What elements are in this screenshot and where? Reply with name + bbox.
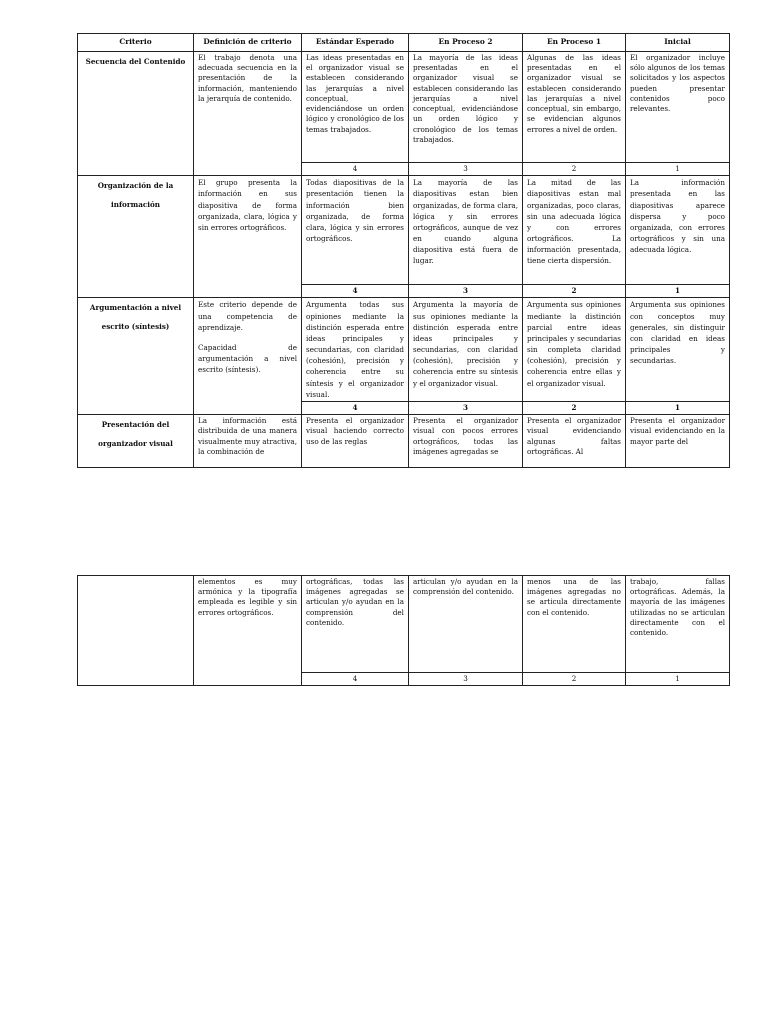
header-definicion: Definición de criterio	[194, 34, 302, 52]
level-estandar-text: Argumenta todas sus opiniones mediante la distinción esperada entre ideas principales y secundarias, con claridad (cohesión), precisión y coherencia entre su síntesis y el organizador visual.	[302, 298, 409, 401]
level-proceso2-text: La mayoría de las diapositivas estan bien organizadas, de forma clara, lógica y sin errores ortográficos, aunque de vez en cuando alguna diapositiva está fuera de lugar.	[409, 176, 523, 285]
criterion-definition: La información está distribuida de una manera visualmente muy atractiva, la combinación de	[194, 415, 302, 468]
score-inicial: 1	[626, 285, 730, 298]
criterion-name: Secuencia del Contenido	[78, 52, 194, 176]
rubric-row	[78, 576, 730, 673]
score-proceso1: 2	[523, 401, 626, 414]
level-proceso2-text: Argumenta la mayoría de sus opiniones mediante la distinción esperada entre ideas principales y secundarias, con claridad (cohesión), precisión y coherencia entre su síntesis y el organizador visual.	[409, 298, 523, 401]
criterion-definition-part-1: Este criterio depende de una competencia de aprendizaje.	[198, 300, 297, 332]
score-proceso1: 2	[523, 673, 626, 686]
score-estandar: 4	[302, 673, 409, 686]
level-inicial-text: La información presentada en las diapositivas aparece dispersa y poco organizada, con errores ortográficos y sin una adecuada lógica.	[626, 176, 730, 285]
level-inicial-text: trabajo, fallas ortográficas. Además, la mayoría de las imágenes utilizadas no se articulan directamente con el contenido.	[626, 576, 730, 673]
level-inicial-text: El organizador incluye sólo algunos de los temas solicitados y los aspectos pueden presentar contenidos poco relevantes.	[626, 52, 730, 163]
criterion-definition	[194, 298, 302, 415]
criterion-definition: El grupo presenta la información en sus diapositiva de forma organizada, clara, lógica y sin errores ortográficos.	[194, 176, 302, 298]
level-estandar-text: Presenta el organizador visual haciendo correcto uso de las reglas	[302, 415, 409, 468]
score-inicial: 1	[626, 163, 730, 176]
criterion-name: Presentación del organizador visual	[78, 415, 194, 468]
rubric-table	[77, 33, 730, 468]
level-inicial-text: Argumenta sus opiniones con conceptos muy generales, sin distinguir con claridad en ideas principales y secundarias.	[626, 298, 730, 401]
criterion-name	[78, 576, 194, 686]
score-inicial: 1	[626, 673, 730, 686]
rubric-row	[78, 176, 730, 285]
header-row	[78, 34, 730, 52]
header-en-proceso-1: En Proceso 1	[523, 34, 626, 52]
criterion-definition: elementos es muy armónica y la tipografía empleada es legible y sin errores ortográficos.	[194, 576, 302, 686]
score-estandar: 4	[302, 401, 409, 414]
criterion-definition-part-2: Capacidad de argumentación a nivel escrito (síntesis).	[198, 342, 297, 375]
level-inicial-text: Presenta el organizador visual evidenciando en la mayor parte del	[626, 415, 730, 468]
level-proceso1-text: Presenta el organizador visual evidenciando algunas faltas ortográficas. Al	[523, 415, 626, 468]
score-proceso2: 3	[409, 401, 523, 414]
rubric-row	[78, 52, 730, 163]
level-proceso1-text: Algunas de las ideas presentadas en el organizador visual se establecen considerando las jerarquías a nivel conceptual, sin embargo, se evidencian algunos errores a nivel de orden.	[523, 52, 626, 163]
level-proceso1-text: La mitad de las diapositivas estan mal organizadas, poco claras, sin una adecuada lógica y con errores ortográficos. La información presentada, tiene cierta dispersión.	[523, 176, 626, 285]
criterion-name: Organización de la información	[78, 176, 194, 298]
rubric-row	[78, 298, 730, 401]
header-inicial: Inicial	[626, 34, 730, 52]
header-en-proceso-2: En Proceso 2	[409, 34, 523, 52]
score-proceso2: 3	[409, 673, 523, 686]
rubric-table-continuation	[77, 575, 730, 686]
level-proceso1-text: Argumenta sus opiniones mediante la distinción parcial entre ideas principales y secundarias sin completa claridad (cohesión), precisión y coherencia entre ellas y el organizador visual.	[523, 298, 626, 401]
score-estandar: 4	[302, 163, 409, 176]
criterion-definition: El trabajo denota una adecuada secuencia en la presentación de la información, manteniendo la jerarquía de contenido.	[194, 52, 302, 176]
level-proceso2-text: Presenta el organizador visual con pocos errores ortográficos, todas las imágenes agregadas se	[409, 415, 523, 468]
score-proceso2: 3	[409, 285, 523, 298]
header-criterio: Criterio	[78, 34, 194, 52]
level-proceso2-text: La mayoría de las ideas presentadas en el organizador visual se establecen considerando las jerarquías a nivel conceptual, evidenciándose un orden lógico y cronológico de los temas trabajados.	[409, 52, 523, 163]
score-inicial: 1	[626, 401, 730, 414]
score-proceso2: 3	[409, 163, 523, 176]
score-proceso1: 2	[523, 163, 626, 176]
level-proceso1-text: menos una de las imágenes agregadas no se articula directamente con el contenido.	[523, 576, 626, 673]
criterion-name: Argumentación a nivel escrito (síntesis)	[78, 298, 194, 415]
level-proceso2-text: articulan y/o ayudan en la comprensión del contenido.	[409, 576, 523, 673]
level-estandar-text: Todas diapositivas de la presentación tienen la información bien organizada, de forma clara, lógica y sin errores ortográficos.	[302, 176, 409, 285]
score-estandar: 4	[302, 285, 409, 298]
level-estandar-text: ortográficas, todas las imágenes agregadas se articulan y/o ayudan en la comprensión del contenido.	[302, 576, 409, 673]
header-estandar-esperado: Estándar Esperado	[302, 34, 409, 52]
rubric-row	[78, 415, 730, 468]
score-proceso1: 2	[523, 285, 626, 298]
level-estandar-text: Las ideas presentadas en el organizador visual se establecen considerando las jerarquías a nivel conceptual, evidenciándose un orden lógico y cronológico de los temas trabajados.	[302, 52, 409, 163]
